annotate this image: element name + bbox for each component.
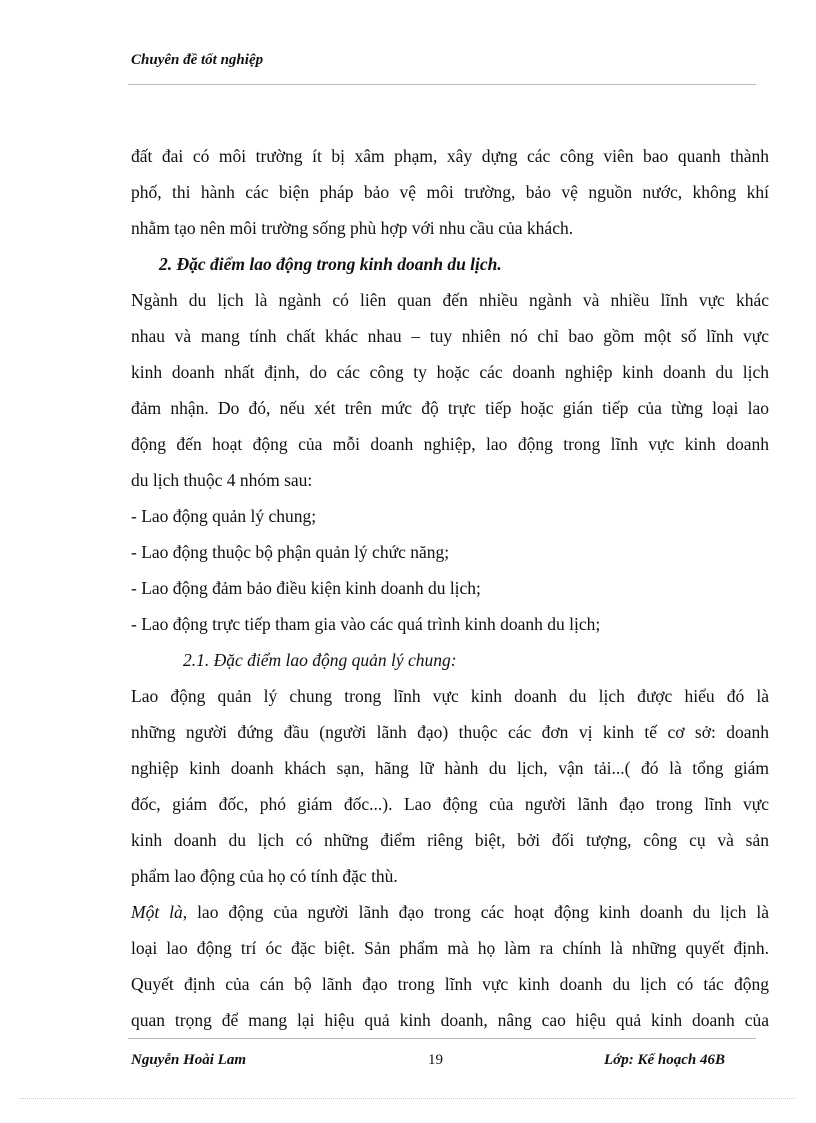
body-line: nhau và mang tính chất khác nhau – tuy nhiên nó chỉ bao gồm một số lĩnh vực [131, 326, 769, 346]
body-line: Quyết định của cán bộ lãnh đạo trong lĩnh vực kinh doanh du lịch có tác động [131, 974, 769, 994]
body-line: động đến hoạt động của mỗi doanh nghiệp, lao động trong lĩnh vực kinh doanh [131, 434, 769, 454]
body-line: Lao động quản lý chung trong lĩnh vực kinh doanh du lịch được hiểu đó là [131, 686, 769, 706]
header-divider [128, 84, 756, 85]
body-line: loại lao động trí óc đặc biệt. Sản phẩm mà họ làm ra chính là những quyết định. [131, 938, 769, 958]
list-item: - Lao động đảm bảo điều kiện kinh doanh du lịch; [131, 578, 481, 598]
body-line: quan trọng để mang lại hiệu quả kinh doanh, nâng cao hiệu quả kinh doanh của [131, 1010, 769, 1030]
footer-divider [128, 1038, 756, 1039]
body-line: phố, thi hành các biện pháp bảo vệ môi trường, bảo vệ nguồn nước, không khí [131, 182, 769, 202]
body-line: đất đai có môi trường ít bị xâm phạm, xây dựng các công viên bao quanh thành [131, 146, 769, 166]
page-header-title: Chuyên đề tốt nghiệp [131, 52, 264, 68]
page-bottom-border [20, 1098, 796, 1099]
body-line: nghiệp kinh doanh khách sạn, hãng lữ hành du lịch, vận tải...( đó là tổng giám [131, 758, 769, 778]
list-item: - Lao động thuộc bộ phận quản lý chức năng; [131, 542, 450, 562]
list-item: - Lao động quản lý chung; [131, 506, 317, 526]
list-item: - Lao động trực tiếp tham gia vào các quá trình kinh doanh du lịch; [131, 614, 601, 634]
emphasis-lead: Một là [131, 902, 183, 922]
body-line: nhằm tạo nên môi trường sống phù hợp với nhu cầu của khách. [131, 218, 574, 238]
body-line: đốc, giám đốc, phó giám đốc...). Lao động của người lãnh đạo trong lĩnh vực [131, 794, 769, 814]
body-line: những người đứng đầu (người lãnh đạo) thuộc các đơn vị kinh tế cơ sở: doanh [131, 722, 769, 742]
body-line [131, 894, 769, 930]
body-line: đảm nhận. Do đó, nếu xét trên mức độ trực tiếp hoặc gián tiếp của từng loại lao [131, 398, 769, 418]
footer-author: Nguyễn Hoài Lam [131, 1052, 246, 1068]
footer-class: Lớp: Kế hoạch 46B [604, 1052, 725, 1068]
body-line: Ngành du lịch là ngành có liên quan đến nhiều ngành và nhiều lĩnh vực khác [131, 290, 769, 310]
body-line: phẩm lao động của họ có tính đặc thù. [131, 866, 398, 886]
page-number: 19 [428, 1052, 443, 1068]
page-body [131, 138, 769, 1038]
subsection-heading: 2.1. Đặc điểm lao động quản lý chung: [183, 650, 457, 670]
section-heading: 2. Đặc điểm lao động trong kinh doanh du lịch. [159, 254, 502, 274]
body-line-rest: , lao động của người lãnh đạo trong các hoạt động kinh doanh du lịch là [182, 902, 769, 922]
body-line: du lịch thuộc 4 nhóm sau: [131, 470, 313, 490]
body-line: kinh doanh du lịch có những điểm riêng biệt, bởi đối tượng, công cụ và sản [131, 830, 769, 850]
body-line: kinh doanh nhất định, do các công ty hoặc các doanh nghiệp kinh doanh du lịch [131, 362, 769, 382]
